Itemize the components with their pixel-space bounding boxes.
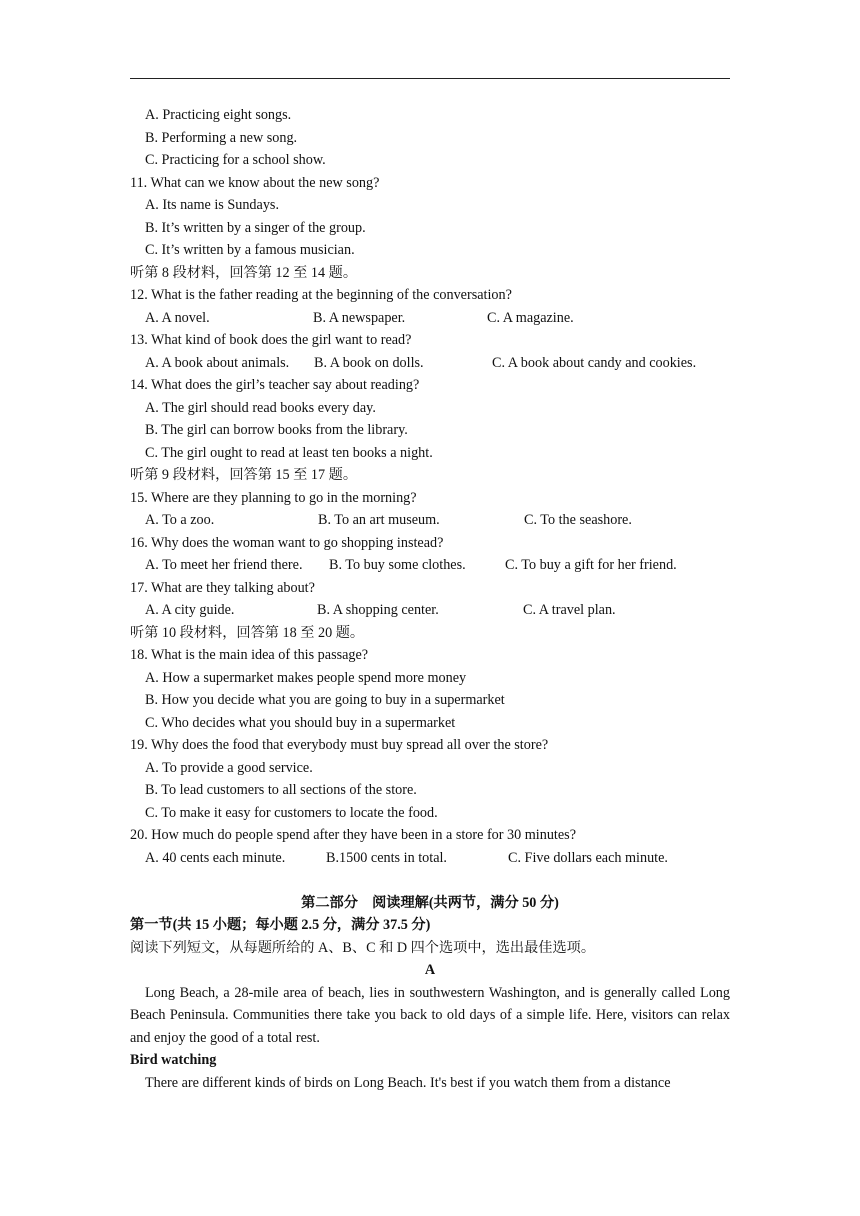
q13-options (130, 352, 730, 375)
q16-options (130, 554, 730, 577)
instruction-section-8: 听第 8 段材料，回答第 12 至 14 题。 (130, 264, 358, 281)
q20-option-c: C. Five dollars each minute. (508, 849, 668, 866)
q13-option-c: C. A book about candy and cookies. (492, 354, 697, 371)
q18-option-c: C. Who decides what you should buy in a supermarket (145, 714, 456, 731)
q17-options (130, 599, 730, 622)
q12-option-c: C. A magazine. (487, 309, 574, 326)
q14-option-b: B. The girl can borrow books from the library. (145, 422, 408, 438)
q17-option-c: C. A travel plan. (523, 602, 616, 618)
instruction-section-9: 听第 9 段材料，回答第 15 至 17 题。 (130, 467, 358, 483)
q15-option-b: B. To an art museum. (318, 512, 440, 528)
q16-option-b: B. To buy some clothes. (329, 557, 466, 573)
q18-question: 18. What is the main idea of this passage? (130, 647, 369, 663)
q15-option-c: C. To the seashore. (524, 512, 632, 528)
q14-question: 14. What does the girl’s teacher say about reading? (130, 377, 420, 393)
header-rule (130, 78, 730, 79)
reading-instruction: 阅读下列短文，从每题所给的 A、B、C 和 D 四个选项中，选出最佳选项。 (130, 939, 596, 956)
q11-option-b: B. It’s written by a singer of the group. (145, 219, 366, 236)
q10-option-a: A. Practicing eight songs. (145, 107, 292, 123)
q16-option-a: A. To meet her friend there. (145, 557, 303, 573)
q12-option-a: A. A novel. (145, 309, 210, 326)
section-one-title: 第一节(共 15 小题；每小题 2.5 分，满分 37.5 分) (130, 917, 431, 933)
q13-option-a: A. A book about animals. (145, 354, 290, 371)
q10-option-b: B. Performing a new song. (145, 129, 298, 146)
q17-question: 17. What are they talking about? (130, 579, 315, 596)
q15-option-a: A. To a zoo. (145, 512, 215, 528)
q11-question: 11. What can we know about the new song? (130, 174, 380, 191)
q19-question: 19. Why does the food that everybody must buy spread all over the store? (130, 737, 549, 753)
q18-option-a: A. How a supermarket makes people spend more money (145, 669, 467, 686)
passage-paragraph-1: Long Beach, a 28-mile area of beach, lies in southwestern Washington, and is generally called Long Beach Peninsula. Communities there take you back to old days of a simple life. Here, visitors can relax and enjoy the good of a total rest. (130, 984, 730, 1046)
passage-label: A (424, 962, 436, 978)
passage-paragraph-2: There are different kinds of birds on Long Beach. It's best if you watch them from a distance (145, 1074, 671, 1091)
q19-option-b: B. To lead customers to all sections of the store. (145, 782, 417, 798)
q19-option-a: A. To provide a good service. (145, 759, 313, 776)
part-two-title: 第二部分 阅读理解(共两节，满分 50 分) (301, 894, 559, 911)
q12-option-b: B. A newspaper. (313, 309, 406, 326)
q12-options (130, 307, 730, 330)
q20-options (130, 847, 730, 870)
q19-option-c: C. To make it easy for customers to locate the food. (145, 804, 438, 821)
q11-option-c: C. It’s written by a famous musician. (145, 242, 355, 258)
q20-option-a: A. 40 cents each minute. (145, 849, 286, 866)
q20-question: 20. How much do people spend after they have been in a store for 30 minutes? (130, 827, 576, 843)
exam-page (130, 104, 730, 1094)
q16-option-c: C. To buy a gift for her friend. (505, 557, 677, 573)
instruction-section-10: 听第 10 段材料，回答第 18 至 20 题。 (130, 624, 365, 641)
q14-option-c: C. The girl ought to read at least ten books a night. (145, 444, 433, 461)
bird-watching-heading: Bird watching (130, 1052, 217, 1068)
q15-options (130, 509, 730, 532)
q17-option-b: B. A shopping center. (317, 602, 439, 618)
q13-question: 13. What kind of book does the girl want to read? (130, 332, 412, 348)
q11-option-a: A. Its name is Sundays. (145, 197, 279, 213)
q12-question: 12. What is the father reading at the beginning of the conversation? (130, 287, 512, 303)
q10-option-c: C. Practicing for a school show. (145, 152, 326, 168)
q15-question: 15. Where are they planning to go in the morning? (130, 489, 417, 506)
q13-option-b: B. A book on dolls. (314, 354, 424, 371)
q18-option-b: B. How you decide what you are going to buy in a supermarket (145, 692, 505, 708)
q20-option-b: B.1500 cents in total. (326, 849, 447, 866)
q17-option-a: A. A city guide. (145, 602, 235, 618)
q14-option-a: A. The girl should read books every day. (145, 399, 376, 416)
section-spacer (130, 869, 730, 892)
q16-question: 16. Why does the woman want to go shopping instead? (130, 534, 444, 551)
